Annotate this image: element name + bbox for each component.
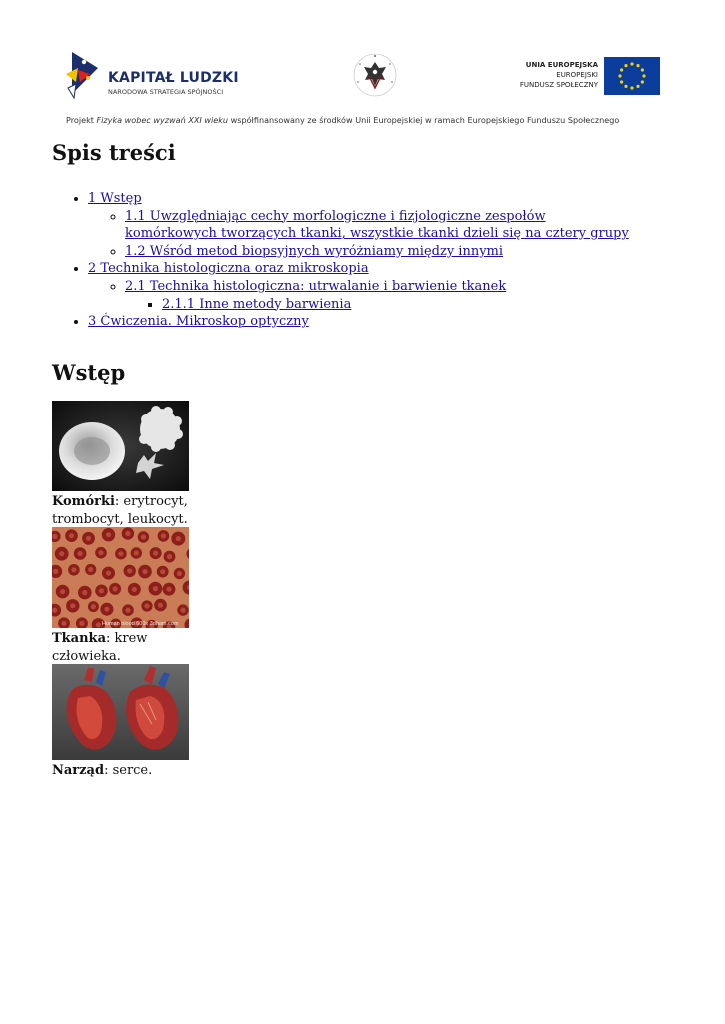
toc-item xyxy=(125,278,632,313)
toc-item xyxy=(162,296,632,314)
blood-cell-center xyxy=(180,608,185,613)
blood-cell-center xyxy=(176,536,181,541)
tissue-image xyxy=(52,527,189,628)
toc-link-1-2[interactable]: 1.2 Wśród metod biopsyjnych wyróżniamy między innymi xyxy=(125,243,504,259)
blood-cell-center xyxy=(132,587,137,592)
caption-term: Narząd xyxy=(52,763,105,778)
university-warsaw-seal-icon xyxy=(352,52,398,98)
blood-cell-center xyxy=(91,604,96,609)
blood-cell-center xyxy=(86,536,91,541)
caption-text: : erytrocyt, trombocyt, leukocyt. xyxy=(52,494,188,527)
blood-cell-center xyxy=(106,571,111,576)
eu-star-icon xyxy=(641,68,644,71)
blood-cell-center xyxy=(79,621,84,626)
figure-caption xyxy=(52,762,189,780)
eu-star-icon xyxy=(618,74,621,77)
toc-link-1-1[interactable]: 1.1 Uwzględniając cechy morfologiczne i fizjologiczne zespołów komórkowych tworzących tkanki, wszystkie tkanki dzieli się na cztery grupy xyxy=(125,208,629,242)
blood-cell-center xyxy=(53,569,58,574)
eu-fund-line2: FUNDUSZ SPOŁECZNY xyxy=(519,81,598,89)
blood-cell-center xyxy=(69,533,74,538)
kapital-ludzki-subtitle: NARODOWA STRATEGIA SPÓJNOŚCI xyxy=(108,88,224,96)
blood-cell-center xyxy=(106,532,111,537)
eu-star-icon xyxy=(636,85,639,88)
eu-star-icon xyxy=(636,64,639,67)
table-of-contents xyxy=(52,190,632,331)
eu-fund-line1: EUROPEJSKI xyxy=(556,71,598,79)
blood-cell-center xyxy=(82,590,87,595)
toc-link-3[interactable]: 3 Ćwiczenia. Mikroskop optyczny xyxy=(88,314,309,330)
kapital-ludzki-logo xyxy=(64,48,239,104)
blood-cell-center xyxy=(70,603,75,608)
project-prefix: Projekt xyxy=(66,115,97,125)
blood-cell-center xyxy=(59,551,64,556)
toc-subsublist xyxy=(125,296,632,314)
figure-tissue xyxy=(52,527,189,665)
project-line xyxy=(66,115,619,125)
blood-cell-center xyxy=(160,569,165,574)
eu-star-icon xyxy=(641,80,644,83)
figure-cells xyxy=(52,401,189,528)
blood-cell-center xyxy=(52,534,57,539)
kapital-ludzki-title: KAPITAŁ LUDZKI xyxy=(108,70,239,86)
blood-cell-center xyxy=(60,589,65,594)
blood-cell-center xyxy=(125,608,130,613)
blood-cell-center xyxy=(142,569,147,574)
caption-term: Tkanka xyxy=(52,631,106,646)
blood-cell-center xyxy=(141,534,146,539)
blood-cell-center xyxy=(144,603,149,608)
caption-text: : krew człowieka. xyxy=(52,631,148,664)
blood-cell-center xyxy=(153,586,158,591)
figure-caption xyxy=(52,493,189,528)
eu-star-icon xyxy=(624,64,627,67)
blood-cell-center xyxy=(127,568,132,573)
cells-image xyxy=(52,401,189,491)
toc-item xyxy=(125,243,632,261)
eu-star-icon xyxy=(624,85,627,88)
blood-cell-center xyxy=(96,622,101,627)
kapital-ludzki-mark-icon xyxy=(64,48,104,100)
section-heading: Wstęp xyxy=(52,360,126,385)
header-banner xyxy=(52,40,672,130)
toc-heading: Spis treści xyxy=(52,140,176,165)
blood-cell-center xyxy=(78,551,83,556)
blood-cell-center xyxy=(61,621,66,626)
blood-cell-center xyxy=(153,551,158,556)
blood-cell-center xyxy=(113,586,118,591)
toc-item xyxy=(88,260,632,313)
blood-cell-center xyxy=(118,551,123,556)
blood-cell-center xyxy=(158,603,163,608)
eu-text-block xyxy=(494,60,598,90)
blood-cell-center xyxy=(166,587,171,592)
toc-link-1[interactable]: 1 Wstęp xyxy=(88,191,142,206)
eu-flag-icon xyxy=(604,57,660,95)
blood-cell-center xyxy=(104,607,109,612)
toc-sublist xyxy=(88,278,632,313)
toc-item xyxy=(88,313,632,331)
toc-item xyxy=(88,190,632,260)
toc-link-2[interactable]: 2 Technika histologiczna oraz mikroskopia xyxy=(88,261,369,277)
blood-cell-center xyxy=(71,567,76,572)
blood-cell-center xyxy=(161,533,166,538)
project-title: Fizyka wobec wyzwań XXI wieku xyxy=(96,115,229,125)
toc-sublist xyxy=(88,208,632,261)
toc-list xyxy=(52,190,632,331)
toc-item xyxy=(125,208,632,243)
eu-star-icon xyxy=(620,68,623,71)
caption-term: Komórki xyxy=(52,494,115,509)
heart-image xyxy=(52,664,189,760)
blood-cell-center xyxy=(98,550,103,555)
blood-cell-center xyxy=(134,550,139,555)
blood-cell-center xyxy=(99,588,104,593)
figure-organ xyxy=(52,664,189,780)
eu-star-icon xyxy=(642,74,645,77)
blood-cell-center xyxy=(177,571,182,576)
toc-link-2-1[interactable]: 2.1 Technika histologiczna: utrwalanie i barwienie tkanek xyxy=(125,278,507,294)
figure-caption xyxy=(52,630,189,665)
blood-cells-svg xyxy=(52,527,189,628)
eu-star-icon xyxy=(620,80,623,83)
project-suffix: współfinansowany ze środków Unii Europejskiej w ramach Europejskiego Funduszu Społecznego xyxy=(228,115,620,125)
eu-name: UNIA EUROPEJSKA xyxy=(525,61,598,69)
caption-text: : serce. xyxy=(104,763,153,778)
toc-link-2-1-1[interactable]: 2.1.1 Inne metody barwienia xyxy=(162,296,352,312)
image-watermark: Human blood 600x 3dham.com xyxy=(102,621,179,627)
eu-star-icon xyxy=(630,62,633,65)
blood-cell-center xyxy=(125,531,130,536)
eu-star-icon xyxy=(630,86,633,89)
blood-cell-center xyxy=(167,554,172,559)
blood-cell-center xyxy=(52,608,57,613)
blood-cell-center xyxy=(88,567,93,572)
